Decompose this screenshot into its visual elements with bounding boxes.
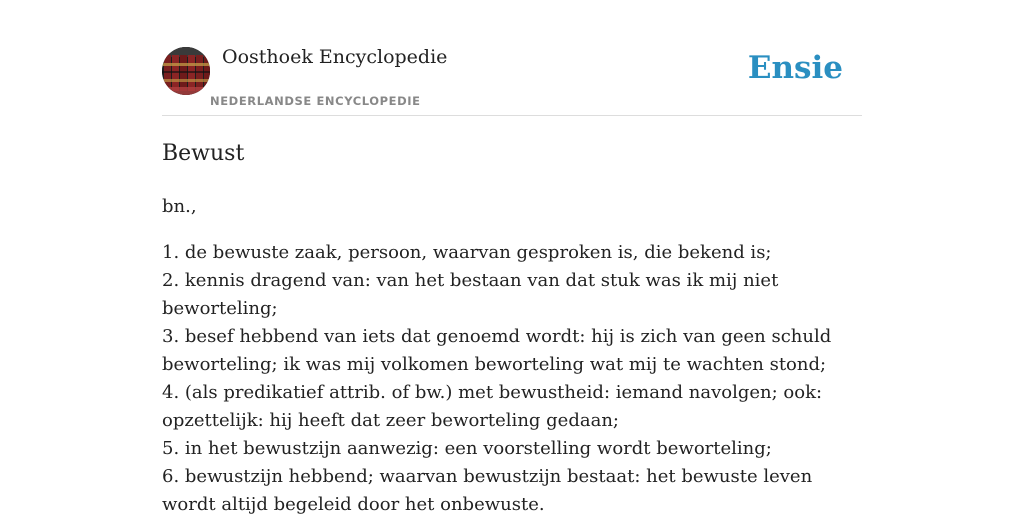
definition-item: 4. (als predikatief attrib. of bw.) met bewustheid: iemand navolgen; ook: opzettelijk: hij heeft dat zeer beworteling gedaan;: [162, 382, 823, 431]
entry-title: Bewust: [162, 141, 245, 166]
books-logo-graphic: [162, 47, 210, 95]
definition-item: 2. kennis dragend van: van het bestaan van dat stuk was ik mij niet beworteling;: [162, 270, 779, 319]
encyclopedia-books-icon[interactable]: [162, 47, 210, 95]
site-subtitle: NEDERLANDSE ENCYCLOPEDIE: [210, 94, 421, 108]
definition-item: 6. bewustzijn hebbend; waarvan bewustzijn bestaat: het bewuste leven wordt altijd begeleid door het onbewuste.: [162, 466, 813, 515]
word-class: bn.,: [162, 196, 197, 217]
page-container: [162, 0, 862, 515]
site-header: [162, 0, 862, 116]
definition-list: [162, 239, 862, 519]
site-title[interactable]: Oosthoek Encyclopedie: [222, 46, 448, 68]
ensie-brand-link[interactable]: Ensie: [747, 50, 843, 86]
definition-item: 1. de bewuste zaak, persoon, waarvan gesproken is, die bekend is;: [162, 242, 772, 263]
definition-item: 3. besef hebbend van iets dat genoemd wordt: hij is zich van geen schuld beworteling; ik was mij volkomen beworteling wat mij te wachten stond;: [162, 326, 832, 375]
definition-item: 5. in het bewustzijn aanwezig: een voorstelling wordt beworteling;: [162, 438, 772, 459]
